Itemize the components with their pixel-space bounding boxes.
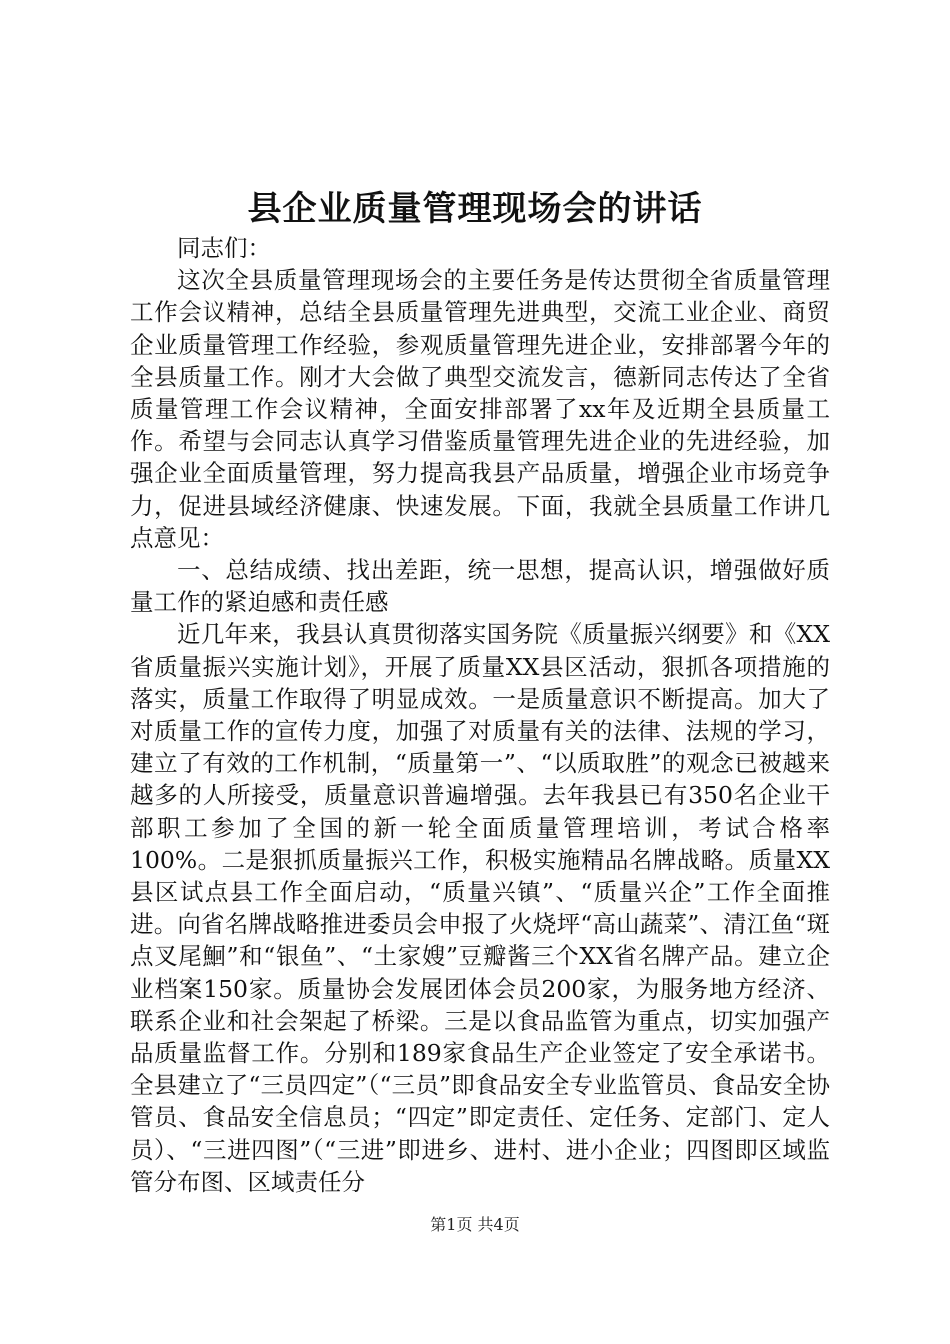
page-footer: 第1页 共4页 xyxy=(430,1215,520,1234)
document-body xyxy=(130,232,830,1198)
paragraph-intro: 这次全县质量管理现场会的主要任务是传达贯彻全省质量管理工作会议精神，总结全县质量管理先进典型，交流工业企业、商贸企业质量管理工作经验，参观质量管理先进企业，安排部署今年的全县质量工作。刚才大会做了典型交流发言，德新同志传达了全省质量管理工作会议精神，全面安排部署了xx年及近期全县质量工作。希望与会同志认真学习借鉴质量管理先进企业的先进经验，加强企业全面质量管理，努力提高我县产品质量，增强企业市场竞争力，促进县域经济健康、快速发展。下面，我就全县质量工作讲几点意见： xyxy=(130,266,830,552)
document-title: 县企业质量管理现场会的讲话 xyxy=(247,189,703,229)
section-heading-1: 一、总结成绩、找出差距，统一思想，提高认识，增强做好质量工作的紧迫感和责任感 xyxy=(130,556,830,617)
paragraph-achievements: 近几年来，我县认真贯彻落实国务院《质量振兴纲要》和《XX省质量振兴实施计划》，开展了质量XX县区活动，狠抓各项措施的落实，质量工作取得了明显成效。一是质量意识不断提高。加大了对质量工作的宣传力度，加强了对质量有关的法律、法规的学习，建立了有效的工作机制，“质量第一”、“以质取胜”的观念已被越来越多的人所接受，质量意识普遍增强。去年我县已有350名企业干部职工参加了全国的新一轮全面质量管理培训，考试合格率100%。二是狠抓质量振兴工作，积极实施精品名牌战略。质量XX县区试点县工作全面启动，“质量兴镇”、“质量兴企”工作全面推进。向省名牌战略推进委员会申报了火烧坪“高山蔬菜”、清江鱼“斑点叉尾鮰”和“银鱼”、“土家嫂”豆瓣酱三个XX省名牌产品。建立企业档案150家。质量协会发展团体会员200家，为服务地方经济、联系企业和社会架起了桥梁。三是以食品监管为重点，切实加强产品质量监督工作。分别和189家食品生产企业签定了安全承诺书。全县建立了“三员四定”（“三员”即食品安全专业监管员、食品安全协管员、食品安全信息员；“四定”即定责任、定任务、定部门、定人员）、“三进四图”（“三进”即进乡、进村、进小企业；四图即区域监管分布图、区域责任分 xyxy=(130,620,830,1196)
salutation: 同志们： xyxy=(177,234,271,262)
